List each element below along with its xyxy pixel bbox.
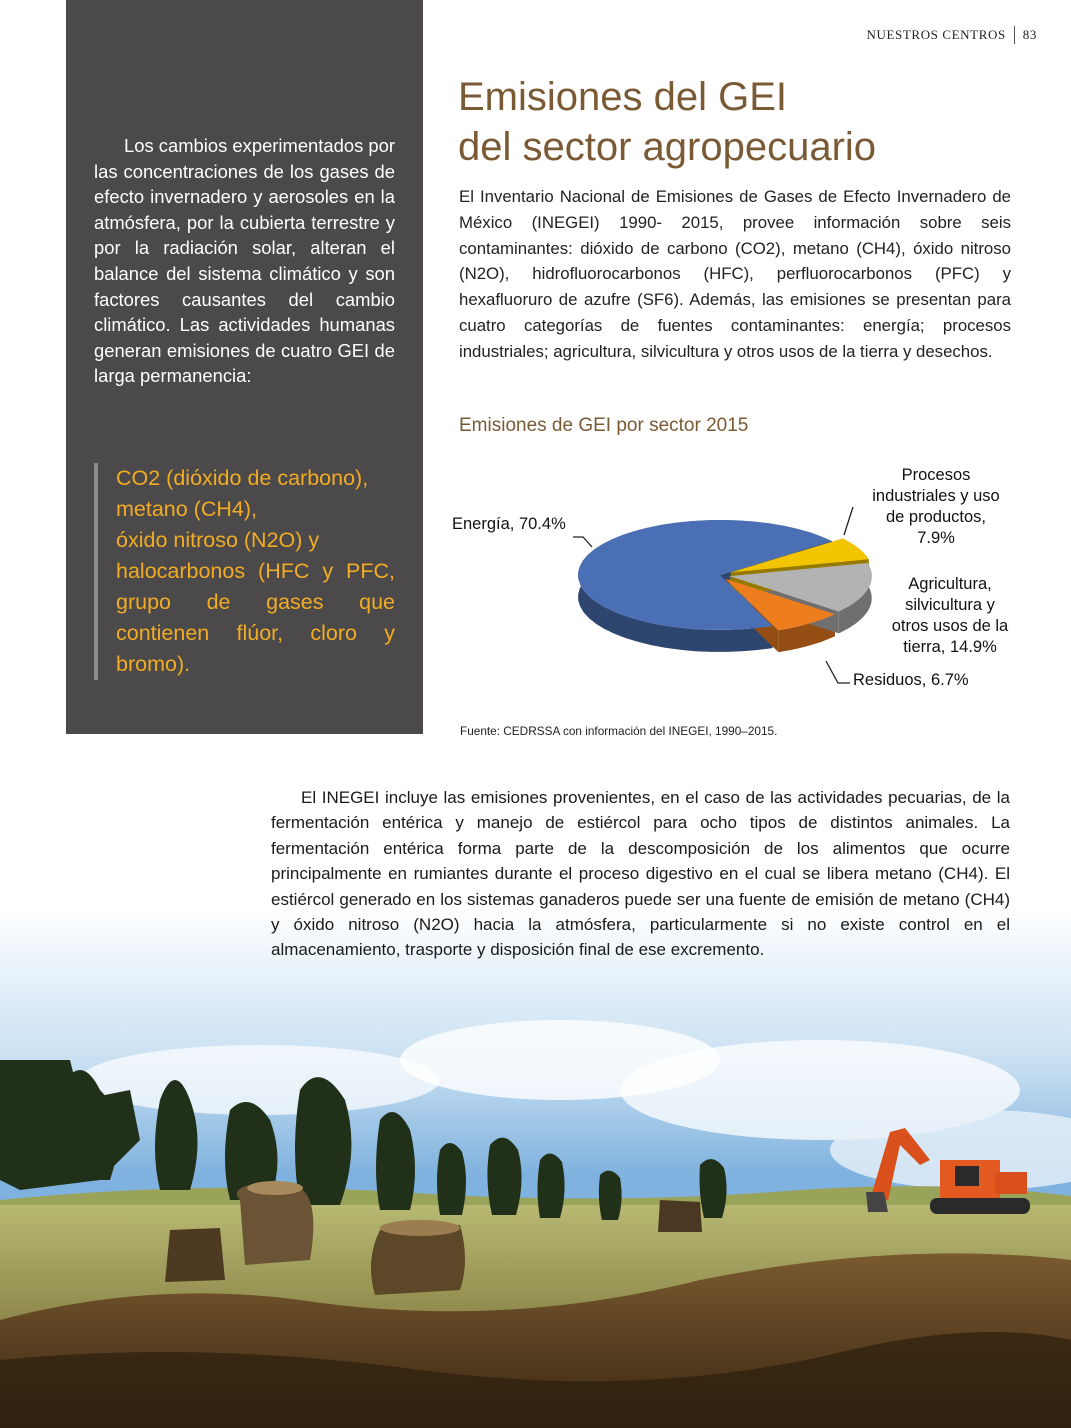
quote-line: halocarbonos (HFC y PFC, grupo de gases que contienen flúor, cloro y bromo). bbox=[116, 559, 395, 676]
label-procesos-line: Procesos bbox=[901, 466, 971, 484]
label-agri-line: Agricultura, bbox=[908, 575, 992, 593]
quote-line: óxido nitroso (N2O) y bbox=[116, 528, 320, 552]
header-divider bbox=[1014, 26, 1015, 44]
running-header bbox=[867, 26, 1037, 44]
section-name: NUESTROS CENTROS bbox=[866, 27, 1006, 42]
label-residuos: Residuos, 6.7% bbox=[853, 671, 969, 689]
chart-title: Emisiones de GEI por sector 2015 bbox=[459, 415, 749, 436]
leader-residuos bbox=[826, 661, 850, 683]
chart-source: Fuente: CEDRSSA con información del INEGEI, 1990–2015. bbox=[460, 724, 778, 738]
label-agri-line: tierra, 14.9% bbox=[903, 638, 997, 656]
sidebar-quote bbox=[94, 463, 395, 680]
intro-paragraph: El Inventario Nacional de Emisiones de Gases de Efecto Invernadero de México (INEGEI) 1990- 2015, provee información sobre seis contaminantes: dióxido de carbono (CO2), metano (CH4), óxido nitroso (N2O), hidrofluorocarbonos (HFC), perfluorocarbonos (PFC) y hexafluoruro de azufre (SF6). Además, las emisiones se presentan para cuatro categorías de fuentes contaminantes: energía; procesos industriales; agricultura, silvicultura y otros usos de la tierra y desechos. bbox=[459, 187, 1011, 361]
title-line-2: del sector agropecuario bbox=[458, 125, 877, 169]
label-procesos-line: 7.9% bbox=[917, 529, 955, 547]
label-procesos-line: industriales y uso bbox=[872, 487, 1000, 505]
article-title bbox=[458, 72, 1018, 172]
label-agricultura bbox=[880, 574, 1020, 658]
page-number: 83 bbox=[1022, 27, 1037, 42]
leader-energia bbox=[573, 537, 592, 547]
quote-line: CO2 (dióxido de carbono), bbox=[116, 466, 369, 490]
label-procesos bbox=[844, 465, 1028, 549]
sidebar-panel bbox=[66, 0, 423, 734]
title-line-1: Emisiones del GEI bbox=[458, 75, 788, 119]
sidebar-paragraph: Los cambios experimentados por las concentraciones de los gases de efecto invernadero y aerosoles en la atmósfera, por la cubierta terrestre y por la radiación solar, alteran el balance del sistema climático y son factores causantes del cambio climático. Las actividades humanas generan emisiones de cuatro GEI de larga permanencia: bbox=[94, 135, 395, 387]
quote-line: metano (CH4), bbox=[116, 497, 257, 521]
label-energia: Energía, 70.4% bbox=[452, 515, 566, 533]
body-paragraph: El INEGEI incluye las emisiones provenientes, en el caso de las actividades pecuarias, de la fermentación entérica y manejo de estiércol para ocho tipos de distintos animales. La fermentación entérica forma parte de la descomposición de los alimentos que ocurre principalmente en rumiantes durante el proceso digestivo en el cual se libera metano (CH4). El estiércol generado en los sistemas ganaderos puede ser una fuente de emisión de metano (CH4) y óxido nitroso (N2O) hacia la atmósfera, particularmente si no existe control en el almacenamiento, trasporte y disposición final de ese excremento. bbox=[271, 788, 1010, 960]
label-procesos-line: de productos, bbox=[886, 508, 986, 526]
label-agri-line: otros usos de la bbox=[891, 617, 1009, 635]
pie-chart bbox=[440, 455, 1071, 710]
label-agri-line: silvicultura y bbox=[905, 596, 995, 614]
